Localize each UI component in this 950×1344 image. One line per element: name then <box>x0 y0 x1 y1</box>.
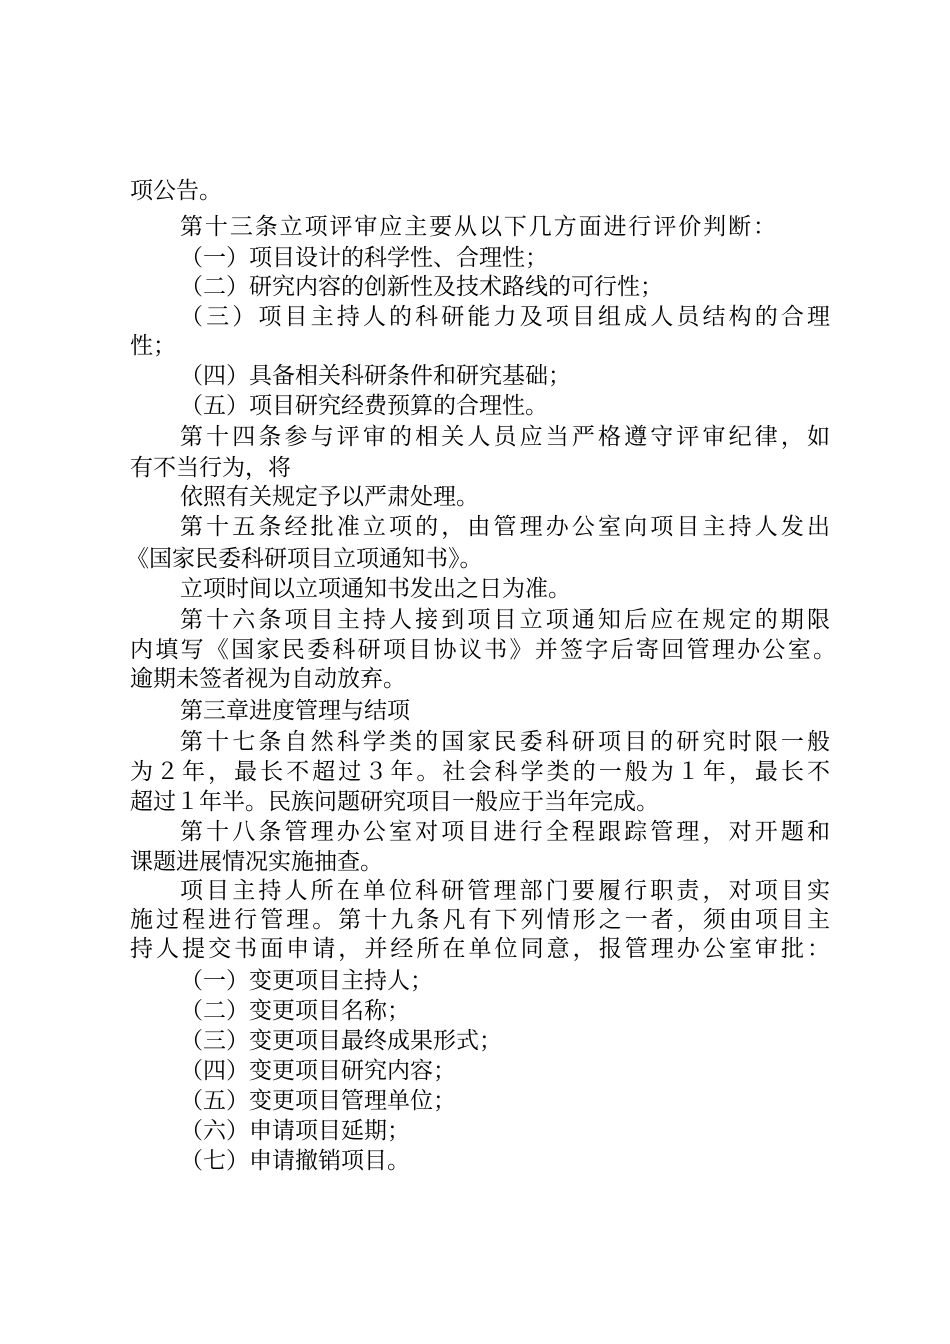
text-line: 项公告。 <box>130 178 222 204</box>
text-line: 为２年，最长不超过３年。社会科学类的一般为１年，最长不 <box>130 759 830 785</box>
text-line: 课题进展情况实施抽查。 <box>130 849 383 875</box>
list-item: （二）变更项目名称； <box>180 998 410 1024</box>
text-line: 性； <box>130 333 176 359</box>
text-line: （五）项目研究经费预算的合理性。 <box>180 393 548 419</box>
text-line: （三）项目主持人的科研能力及项目组成人员结构的合理 <box>180 304 830 330</box>
text-line: 项目主持人所在单位科研管理部门要履行职责，对项目实 <box>180 878 830 904</box>
text-line: （二）研究内容的创新性及技术路线的可行性； <box>180 274 663 300</box>
text-line: 第十七条自然科学类的国家民委科研项目的研究时限一般 <box>180 729 830 755</box>
list-item: （四）变更项目研究内容； <box>180 1058 456 1084</box>
text-line: （四）具备相关科研条件和研究基础； <box>180 363 571 389</box>
text-line: 逾期未签者视为自动放弃。 <box>130 666 406 692</box>
text-line: 施过程进行管理。第十九条凡有下列情形之一者，须由项目主 <box>130 907 830 933</box>
text-line: 第十五条经批准立项的，由管理办公室向项目主持人发出 <box>180 514 830 540</box>
text-line: 第十六条项目主持人接到项目立项通知后应在规定的期限 <box>180 607 830 633</box>
text-line: 立项时间以立项通知书发出之日为准。 <box>180 576 571 602</box>
text-line: （一）项目设计的科学性、合理性； <box>180 245 548 271</box>
text-line: 第十三条立项评审应主要从以下几方面进行评价判断： <box>180 214 776 240</box>
list-item: （七）申请撤销项目。 <box>180 1148 410 1174</box>
list-item: （一）变更项目主持人； <box>180 968 433 994</box>
text-line: 依照有关规定予以严肃处理。 <box>180 484 479 510</box>
text-line: 第十八条管理办公室对项目进行全程跟踪管理，对开题和 <box>180 819 830 845</box>
text-line: 有不当行为，将 <box>130 455 291 481</box>
text-line: 第十四条参与评审的相关人员应当严格遵守评审纪律，如 <box>180 424 830 450</box>
list-item: （五）变更项目管理单位； <box>180 1088 456 1114</box>
section-heading: 第三章进度管理与结项 <box>180 698 410 724</box>
text-line: 内填写《国家民委科研项目协议书》并签字后寄回管理办公室。 <box>130 637 836 663</box>
list-item: （六）申请项目延期； <box>180 1118 410 1144</box>
text-line: 持人提交书面申请，并经所在单位同意，报管理办公室审批： <box>130 936 830 962</box>
list-item: （三）变更项目最终成果形式； <box>180 1028 502 1054</box>
text-line: 超过１年半。民族问题研究项目一般应于当年完成。 <box>130 789 659 815</box>
text-line: 《国家民委科研项目立项通知书》。 <box>126 546 483 572</box>
